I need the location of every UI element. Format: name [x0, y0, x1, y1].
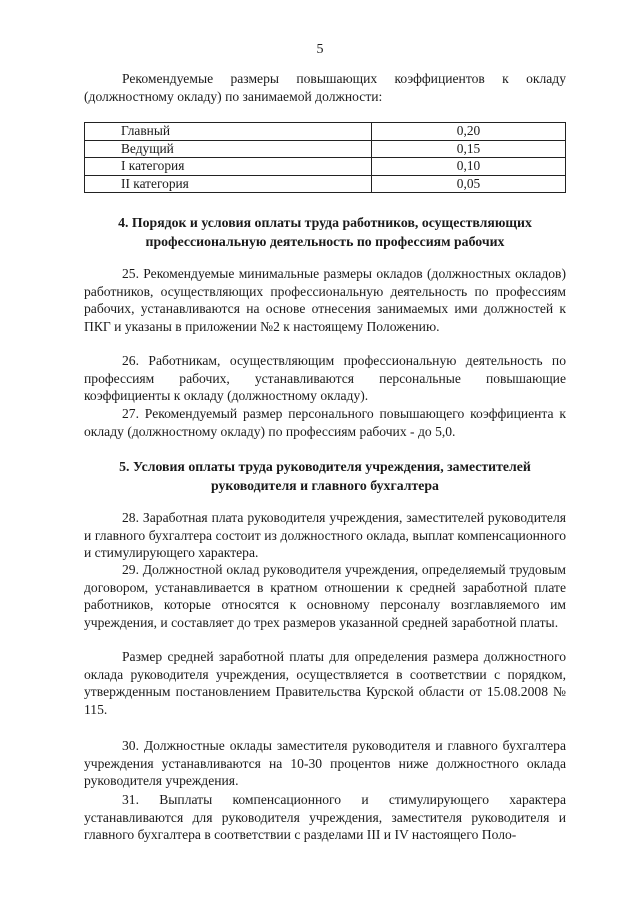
table-cell-position: Ведущий — [85, 140, 372, 158]
paragraph-31: 31. Выплаты компенсационного и стимулирующего характера устанавливаются для руководителя учреждения, заместителя руководителя и главного бухгалтера в соответствии с разделами III и IV настоящего Поло- — [84, 792, 566, 842]
paragraph-29-continuation: Размер средней заработной платы для определения размера должностного оклада руководителя учреждения, осуществляется в соответствии с порядком, утвержденным постановлением Правительства Курской области от 15.08.2008 № 115. — [84, 649, 566, 717]
section-4-heading: 4. Порядок и условия оплаты труда работников, осуществляющих профессиональную деятельность по профессиям рабочих — [118, 215, 532, 249]
table-cell-coefficient: 0,10 — [372, 158, 566, 176]
table-cell-coefficient: 0,15 — [372, 140, 566, 158]
page-number: 5 — [316, 42, 324, 57]
table-row — [85, 175, 566, 193]
table-cell-coefficient: 0,05 — [372, 175, 566, 193]
paragraph-29: 29. Должностной оклад руководителя учреждения, определяемый трудовым договором, устанавливается в кратном отношении к средней заработной плате работников, которые относятся к основному персоналу возглавляемого им учреждения, и составляет до трех размеров указанной средней заработной платы. — [84, 562, 566, 630]
paragraph-30: 30. Должностные оклады заместителя руководителя и главного бухгалтера учреждения устанавливаются на 10-30 процентов ниже должностного оклада руководителя учреждения. — [84, 738, 566, 788]
table-cell-position: II категория — [85, 175, 372, 193]
section-5-heading: 5. Условия оплаты труда руководителя учреждения, заместителей руководителя и главного бухгалтера — [119, 459, 531, 493]
table-cell-position: Главный — [85, 123, 372, 141]
paragraph-28: 28. Заработная плата руководителя учреждения, заместителей руководителя и главного бухгалтера состоит из должностного оклада, выплат компенсационного и стимулирующего характера. — [84, 510, 566, 560]
table-row — [85, 158, 566, 176]
table-cell-coefficient: 0,20 — [372, 123, 566, 141]
table-cell-position: I категория — [85, 158, 372, 176]
table-row — [85, 123, 566, 141]
intro-paragraph: Рекомендуемые размеры повышающих коэффициентов к окладу (должностному окладу) по занимаемой должности: — [84, 71, 566, 104]
paragraph-25: 25. Рекомендуемые минимальные размеры окладов (должностных окладов) работников, осуществляющих профессиональную деятельность по профессиям рабочих, устанавливаются на основе отнесения занимаемых ими должностей к ПКГ и указаны в приложении №2 к настоящему Положению. — [84, 266, 566, 334]
table-row — [85, 140, 566, 158]
paragraph-26: 26. Работникам, осуществляющим профессиональную деятельность по профессиям рабочих, устанавливаются персональные повышающие коэффициенты к окладу (должностному окладу). — [84, 353, 566, 403]
coefficients-table — [84, 122, 566, 193]
paragraph-27: 27. Рекомендуемый размер персонального повышающего коэффициента к окладу (должностному окладу) по профессиям рабочих - до 5,0. — [84, 406, 566, 439]
